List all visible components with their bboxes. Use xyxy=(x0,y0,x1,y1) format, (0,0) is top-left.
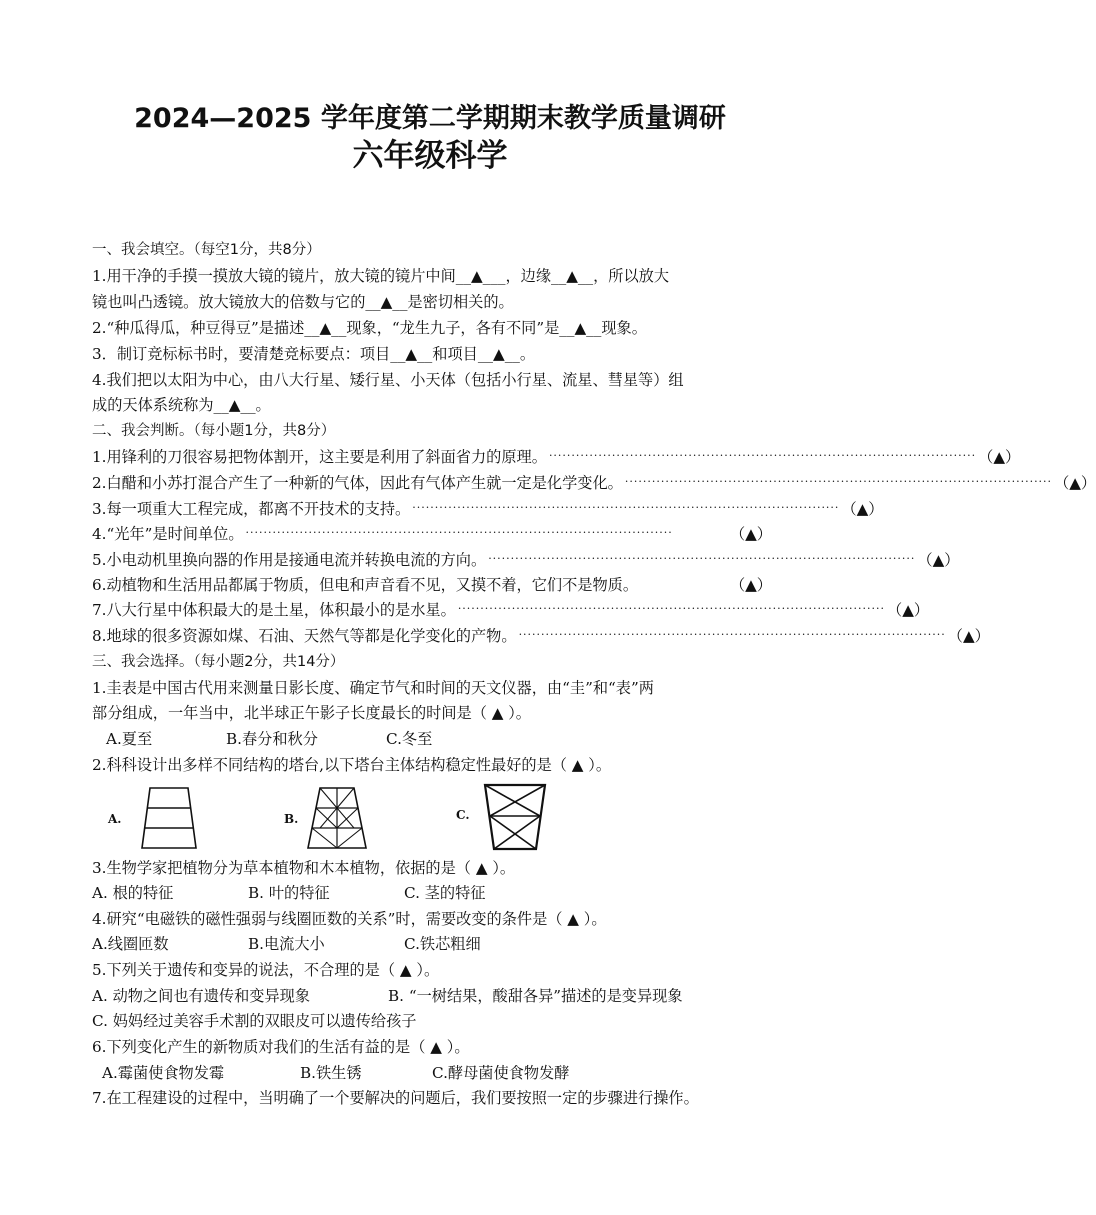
tower-c-figure xyxy=(482,782,548,852)
s3-q5-option-a: A. 动物之间也有遗传和变异现象 xyxy=(92,987,311,1005)
exam-title: 2024—2025 学年度第二学期期末教学质量调研 xyxy=(134,103,726,134)
judge-answer-mark: （▲） xyxy=(1054,474,1096,492)
s1-q1-line1: 1.用干净的手摸一摸放大镜的镜片，放大镜的镜片中间__▲___，边缘__▲__，所以放大 xyxy=(92,267,670,285)
s3-q6-option-a: A.霉菌使食物发霉 xyxy=(102,1064,225,1082)
section1-heading: 一、我会填空。（每空1分，共8分） xyxy=(92,242,321,258)
judge-text: 5.小电动机里换向器的作用是接通电流并转换电流的方向。 xyxy=(92,551,487,569)
s3-q1-option-c: C.冬至 xyxy=(386,730,433,748)
judge-answer-mark: （▲） xyxy=(887,601,930,619)
s3-q1-option-a: A.夏至 xyxy=(106,730,153,748)
s3-q4-option-b: B.电流大小 xyxy=(248,935,325,953)
s3-q3-option-b: B. 叶的特征 xyxy=(248,884,330,902)
judge-text: 7.八大行星中体积最大的是土星，体积最小的是水星。 xyxy=(92,601,456,619)
tower-a-figure xyxy=(140,786,198,850)
s3-q4-option-c: C.铁芯粗细 xyxy=(404,935,481,953)
s3-q3: 3.生物学家把植物分为草本植物和木本植物，依据的是（ ▲ ）。 xyxy=(92,859,516,877)
s3-q1-option-b: B.春分和秋分 xyxy=(226,730,318,748)
judge-answer-mark: （▲） xyxy=(729,525,772,543)
tower-b-figure xyxy=(306,786,368,850)
figure-label-a: A. xyxy=(108,812,122,826)
leader-dots: ······························································································· xyxy=(548,449,977,462)
judge-item xyxy=(92,445,1021,469)
judge-item xyxy=(92,522,772,546)
judge-text: 3.每一项重大工程完成，都离不开技术的支持。 xyxy=(92,500,411,518)
s3-q3-option-a: A. 根的特征 xyxy=(92,884,174,902)
exam-subtitle: 六年级科学 xyxy=(352,138,508,174)
leader-dots: ······························································································· xyxy=(518,628,946,641)
s3-q7: 7.在工程建设的过程中，当明确了一个要解决的问题后，我们要按照一定的步骤进行操作。 xyxy=(92,1089,699,1107)
tower-figures xyxy=(100,778,560,858)
judge-text: 6.动植物和生活用品都属于物质，但电和声音看不见，又摸不着，它们不是物质。 xyxy=(92,576,639,594)
leader-dots: ······························································································· xyxy=(412,501,840,514)
s1-q1-line2: 镜也叫凸透镜。放大镜放大的倍数与它的__▲__是密切相关的。 xyxy=(92,293,514,311)
s3-q6: 6.下列变化产生的新物质对我们的生活有益的是（ ▲ ）。 xyxy=(92,1038,470,1056)
s3-q1-line2: 部分组成，一年当中，北半球正午影子长度最长的时间是（ ▲ ）。 xyxy=(92,704,531,722)
judge-item xyxy=(92,471,1096,495)
judge-item xyxy=(92,497,884,521)
s1-q4-line2: 成的天体系统称为__▲__。 xyxy=(92,396,271,414)
judge-answer-mark: （▲） xyxy=(917,551,960,569)
judge-item xyxy=(92,624,990,648)
judge-answer-mark: （▲） xyxy=(978,448,1021,466)
s3-q5-option-b: B. “一树结果，酸甜各异”描述的是变异现象 xyxy=(388,987,683,1005)
s1-q4-line1: 4.我们把以太阳为中心，由八大行星、矮行星、小天体（包括小行星、流星、彗星等）组 xyxy=(92,371,684,389)
s3-q6-option-b: B.铁生锈 xyxy=(300,1064,362,1082)
section3-heading: 三、我会选择。（每小题2分，共14分） xyxy=(92,654,345,670)
leader-dots xyxy=(640,572,728,596)
s1-q2: 2.“种瓜得瓜，种豆得豆”是描述__▲__现象，“龙生九子，各有不同”是__▲__现象。 xyxy=(92,319,647,337)
leader-dots: ······························································································· xyxy=(457,602,885,615)
judge-item xyxy=(92,598,930,622)
leader-dots: ······························································································· xyxy=(488,552,916,565)
s3-q1-line1: 1.圭表是中国古代用来测量日影长度、确定节气和时间的天文仪器，由“圭”和“表”两 xyxy=(92,679,654,697)
judge-text: 8.地球的很多资源如煤、石油、天然气等都是化学变化的产物。 xyxy=(92,627,517,645)
s1-q3: 3．制订竞标标书时，要清楚竞标要点：项目__▲__和项目__▲__。 xyxy=(92,345,536,363)
judge-item xyxy=(92,573,772,597)
s3-q5: 5.下列关于遗传和变异的说法，不合理的是（ ▲ ）。 xyxy=(92,961,440,979)
leader-dots: ······························································································· xyxy=(245,526,673,539)
judge-text: 1.用锋利的刀很容易把物体割开，这主要是利用了斜面省力的原理。 xyxy=(92,448,547,466)
s3-q3-option-c: C. 茎的特征 xyxy=(404,884,486,902)
s3-q5-option-c: C. 妈妈经过美容手术割的双眼皮可以遗传给孩子 xyxy=(92,1012,417,1030)
judge-text: 4.“光年”是时间单位。 xyxy=(92,525,244,543)
judge-answer-mark: （▲） xyxy=(729,576,772,594)
judge-answer-mark: （▲） xyxy=(841,500,884,518)
s3-q4-option-a: A.线圈匝数 xyxy=(92,935,169,953)
s3-q6-option-c: C.酵母菌使食物发酵 xyxy=(432,1064,570,1082)
s3-q2: 2.科科设计出多样不同结构的塔台,以下塔台主体结构稳定性最好的是（ ▲ ）。 xyxy=(92,756,612,774)
section2-heading: 二、我会判断。（每小题1分，共8分） xyxy=(92,423,336,439)
figure-label-c: C. xyxy=(456,808,470,822)
judge-answer-mark: （▲） xyxy=(947,627,990,645)
leader-dots: ······························································································· xyxy=(624,475,1053,488)
figure-label-b: B. xyxy=(284,812,299,826)
s3-q4: 4.研究“电磁铁的磁性强弱与线圈匝数的关系”时，需要改变的条件是（ ▲ ）。 xyxy=(92,910,607,928)
judge-text: 2.白醋和小苏打混合产生了一种新的气体，因此有气体产生就一定是化学变化。 xyxy=(92,474,623,492)
judge-item xyxy=(92,548,960,572)
